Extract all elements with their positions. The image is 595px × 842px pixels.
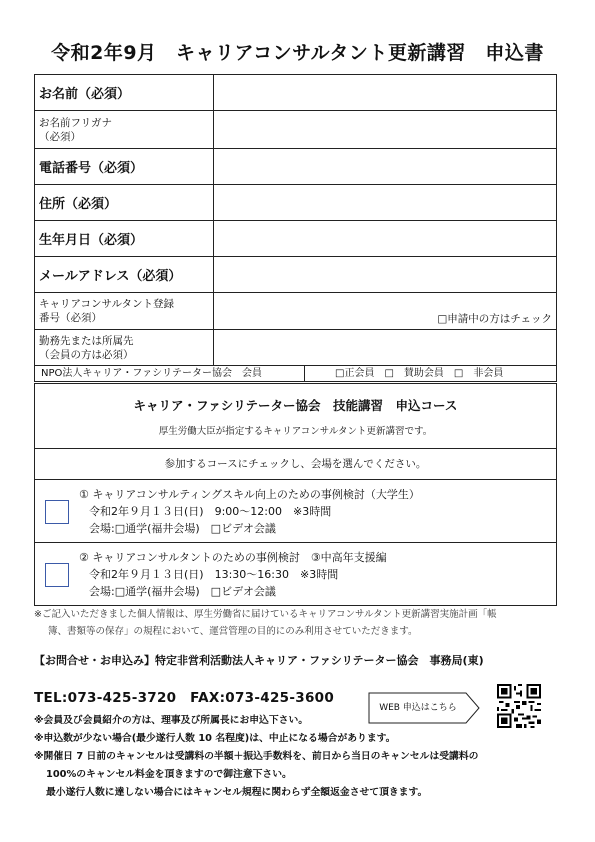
contact-org: 【お問合せ・お申込み】特定非営利活動法人キャリア・ファシリテーター協会 事務局(東) (34, 654, 484, 667)
workplace-label: 勤務先または所属先 （会員の方は必須） (35, 330, 214, 366)
note-5: 最小遂行人数に達しない場合にはキャンセル規程に関わらず全額返金させて頂きます。 (46, 787, 428, 798)
cc-number-field[interactable] (214, 293, 557, 330)
course-1-venue[interactable]: 会場:□通学(福井会場) □ビデオ会議 (89, 522, 276, 535)
phone-label: 電話番号（必須） (35, 149, 214, 185)
pending-checkbox[interactable]: □申請中の方はチェック (437, 313, 552, 325)
member-label: NPO法人キャリア・ファシリテーター協会 会員 (35, 366, 305, 381)
course-item-1 (35, 480, 556, 543)
application-form (34, 74, 557, 382)
note-3: ※開催日 7 日前のキャンセルは受講料の半額＋振込手数料を、前日から当日のキャンセルは受講料の (34, 751, 479, 762)
birthdate-label: 生年月日（必須） (35, 221, 214, 257)
phone-field[interactable] (214, 149, 557, 185)
cc-number-label: キャリアコンサルタント登録 番号（必須） (35, 293, 214, 330)
course-heading: キャリア・ファシリテーター協会 技能講習 申込コース (133, 398, 458, 413)
note-4: 100%のキャンセル料金を頂きますので御注意下さい。 (46, 769, 292, 780)
course-item-2 (35, 543, 556, 605)
course-1-checkbox[interactable] (45, 500, 69, 524)
course-1-title: ① キャリアコンサルティングスキル向上のための事例検討（大学生） (79, 488, 420, 501)
course-2-date: 令和2年９月１３日(日) 13:30～16:30 ※3時間 (89, 568, 339, 581)
notes (34, 712, 478, 802)
page-title: 令和2年9月 キャリアコンサルタント更新講習 申込書 (51, 42, 544, 64)
course-subheading: 厚生労働大臣が指定するキャリアコンサルタント更新講習です。 (158, 426, 433, 437)
course-2-venue[interactable]: 会場:□通学(福井会場) □ビデオ会議 (89, 585, 276, 598)
member-options[interactable]: □正会員 □ 賛助会員 □ 非会員 (335, 368, 504, 379)
privacy-notice: ※ご記入いただきました個人情報は、厚生労働省に届けているキャリアコンサルタント更新講習実施計画「帳 簿、書類等の保存」の規程において、運営管理の目的にのみ利用させていただきます。 (34, 609, 497, 637)
note-2: ※申込数が少ない場合(最少遂行人数 10 名程度)は、中止になる場合があります。 (34, 733, 396, 744)
email-label: メールアドレス（必須） (35, 257, 214, 293)
email-field[interactable] (214, 257, 557, 293)
course-section (34, 383, 557, 606)
course-instruction: 参加するコースにチェックし、会場を選んでください。 (35, 449, 556, 480)
qr-code-icon[interactable] (497, 684, 541, 728)
note-1: ※会員及び会員紹介の方は、理事及び所属長にお申込下さい。 (34, 715, 309, 726)
address-label: 住所（必須） (35, 185, 214, 221)
birthdate-field[interactable] (214, 221, 557, 257)
name-label: お名前（必須） (35, 75, 214, 111)
course-2-title: ② キャリアコンサルタントのための事例検討 ③中高年支援編 (79, 551, 387, 564)
course-1-date: 令和2年９月１３日(日) 9:00～12:00 ※3時間 (89, 505, 332, 518)
name-field[interactable] (214, 75, 557, 111)
furigana-field[interactable] (214, 111, 557, 149)
workplace-field[interactable] (214, 330, 557, 366)
tel-fax: TEL:073-425-3720 FAX:073-425-3600 (34, 690, 335, 706)
address-field[interactable] (214, 185, 557, 221)
web-apply-button[interactable]: WEB 申込はこちら (368, 692, 480, 724)
course-2-checkbox[interactable] (45, 563, 69, 587)
furigana-label: お名前フリガナ （必須） (35, 111, 214, 149)
